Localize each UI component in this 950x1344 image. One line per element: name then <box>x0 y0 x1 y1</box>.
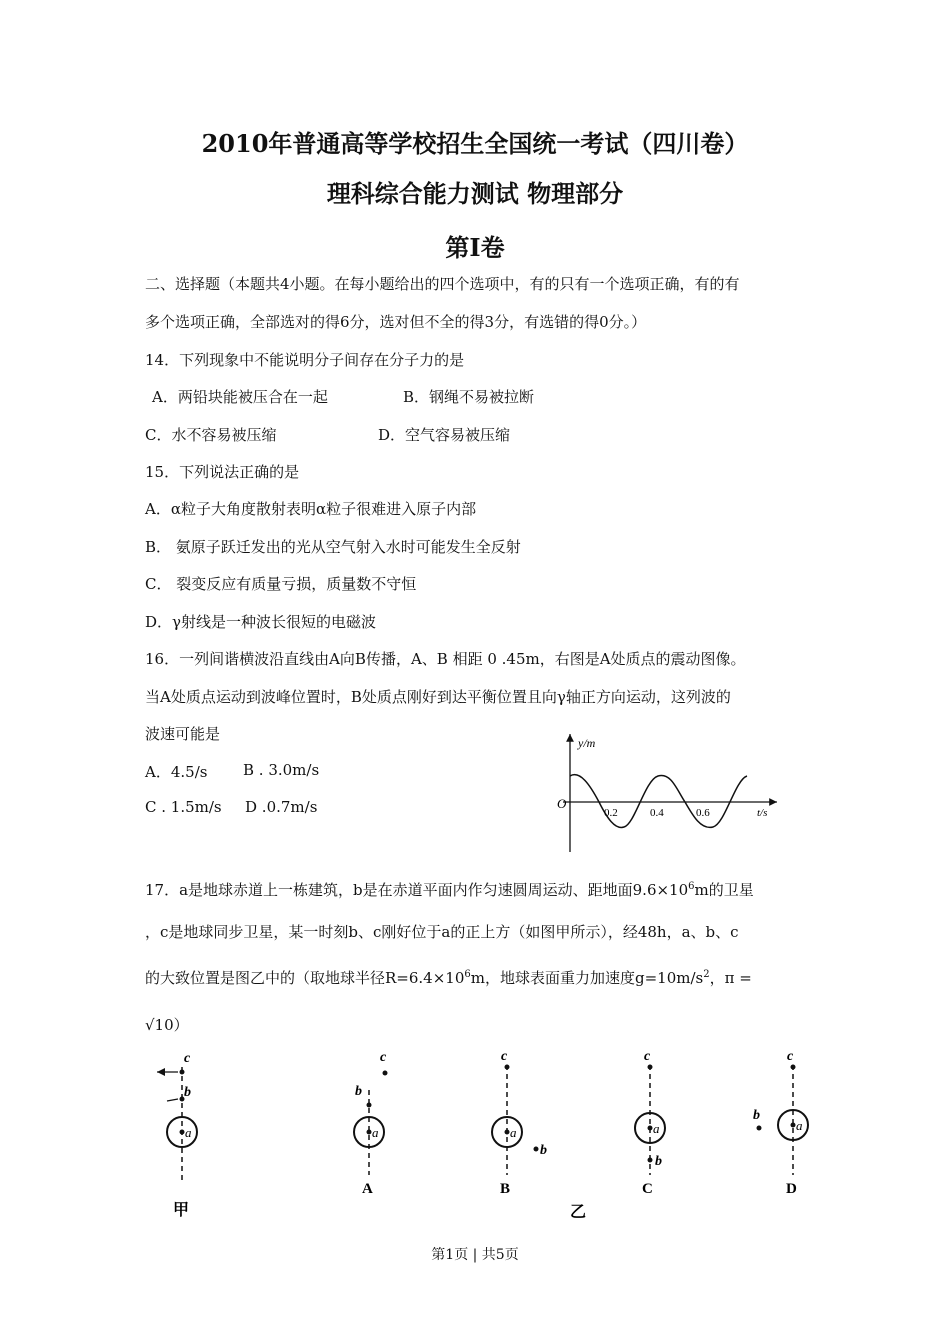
q17-exponent-3: 2 <box>703 969 710 980</box>
label-a-c: a <box>653 1121 660 1136</box>
label-c-a: c <box>380 1050 387 1065</box>
exam-title: 2010年普通高等学校招生全国统一考试（四川卷） <box>201 129 749 158</box>
q17-exponent-1: 6 <box>688 881 695 892</box>
q16-option-c: C . 1.5m/s <box>145 798 222 816</box>
q17-stem-line-1 <box>145 879 754 900</box>
q16-option-d: D .0.7m/s <box>245 798 318 816</box>
q15-option-a: A．α粒子大角度散射表明α粒子很难进入原子内部 <box>145 500 477 518</box>
q17-stem-3a: 的大致位置是图乙中的（取地球半径R=6.4×10 <box>145 969 465 987</box>
q17-stem-3c: ，π = <box>709 969 752 987</box>
q14-stem: 14．下列现象中不能说明分子间存在分子力的是 <box>145 351 465 369</box>
label-a-a: a <box>372 1125 379 1140</box>
page-footer: 第1页 | 共5页 <box>431 1247 519 1263</box>
label-c-jia: c <box>184 1051 191 1066</box>
label-option-d: D <box>786 1181 797 1197</box>
tick-label-0-2: 0.2 <box>604 807 618 819</box>
label-option-b: B <box>500 1181 511 1197</box>
x-axis-label: t/s <box>757 807 768 819</box>
q14-option-d: D．空气容易被压缩 <box>378 426 511 444</box>
volume-heading: 第I卷 <box>445 233 505 262</box>
figure-option-c <box>635 1049 665 1197</box>
q15-option-d: D．γ射线是一种波长很短的电磁波 <box>145 613 376 631</box>
figure-option-b <box>492 1049 547 1197</box>
tick-label-0-6: 0.6 <box>696 807 710 819</box>
q16-stem-line-2: 当A处质点运动到波峰位置时，B处质点刚好到达平衡位置且向γ轴正方向运动，这列波的 <box>145 688 731 706</box>
q16-stem-line-1: 16．一列间谐横波沿直线由A向B传播，A、B 相距 0 .45m，右图是A处质点的震动图像。 <box>145 650 746 668</box>
label-yi: 乙 <box>570 1204 587 1221</box>
q17-exponent-2: 6 <box>464 969 471 980</box>
q15-option-b: B． 氨原子跃迁发出的光从空气射入水时可能发生全反射 <box>145 538 521 556</box>
q17-stem-line-2: ，c是地球同步卫星，某一时刻b、c刚好位于a的正上方（如图甲所示），经48h，a、b、c <box>145 923 739 941</box>
q15-option-c: C． 裂变反应有质量亏损，质量数不守恒 <box>145 575 417 593</box>
figure-jia <box>157 1051 197 1219</box>
label-b-jia: b <box>184 1085 191 1100</box>
q16-option-a: A．4.5/s <box>145 763 208 781</box>
q17-stem-line-3 <box>145 967 752 988</box>
q17-stem-line-4: √10） <box>145 1016 189 1034</box>
section-intro-line-2: 多个选项正确，全部选对的得6分，选对但不全的得3分，有选错的得0分。） <box>145 313 647 331</box>
label-jia: 甲 <box>173 1202 190 1219</box>
q17-stem-3b: m，地球表面重力加速度g=10m/s <box>470 969 704 987</box>
figure-option-d <box>753 1049 808 1197</box>
q16-stem-line-3: 波速可能是 <box>145 725 221 743</box>
label-c-c: c <box>644 1049 651 1064</box>
y-axis-label: y/m <box>578 736 596 750</box>
tick-label-0-4: 0.4 <box>650 807 664 819</box>
vibration-graph <box>555 730 795 858</box>
label-a-jia: a <box>185 1125 192 1140</box>
q14-option-b: B．钢绳不易被拉断 <box>403 388 535 406</box>
figure-option-a <box>354 1050 388 1197</box>
q17-stem-1b: m的卫星 <box>694 881 754 899</box>
wave-curve <box>570 775 747 828</box>
label-option-a: A <box>362 1181 373 1197</box>
q17-figures <box>145 1045 825 1225</box>
q14-option-c: C．水不容易被压缩 <box>145 426 277 444</box>
label-a-b: a <box>510 1125 517 1140</box>
q17-stem-1a: 17．a是地球赤道上一栋建筑，b是在赤道平面内作匀速圆周运动、距地面9.6×10 <box>145 881 689 899</box>
label-b-a: b <box>355 1084 362 1099</box>
label-c-b: c <box>501 1049 508 1064</box>
q16-option-b: B . 3.0m/s <box>243 761 320 779</box>
label-b-d: b <box>753 1108 760 1123</box>
exam-subtitle: 理科综合能力测试 物理部分 <box>326 179 624 208</box>
origin-label: O <box>557 796 567 811</box>
label-a-d: a <box>796 1118 803 1133</box>
label-option-c: C <box>642 1181 653 1197</box>
section-intro-line-1: 二、选择题（本题共4小题。在每小题给出的四个选项中，有的只有一个选项正确，有的有 <box>145 275 740 293</box>
q14-option-a: A．两铅块能被压合在一起 <box>152 388 328 406</box>
q15-stem: 15．下列说法正确的是 <box>145 463 300 481</box>
label-b-c: b <box>655 1154 662 1169</box>
label-b-b: b <box>540 1143 547 1158</box>
label-c-d: c <box>787 1049 794 1064</box>
